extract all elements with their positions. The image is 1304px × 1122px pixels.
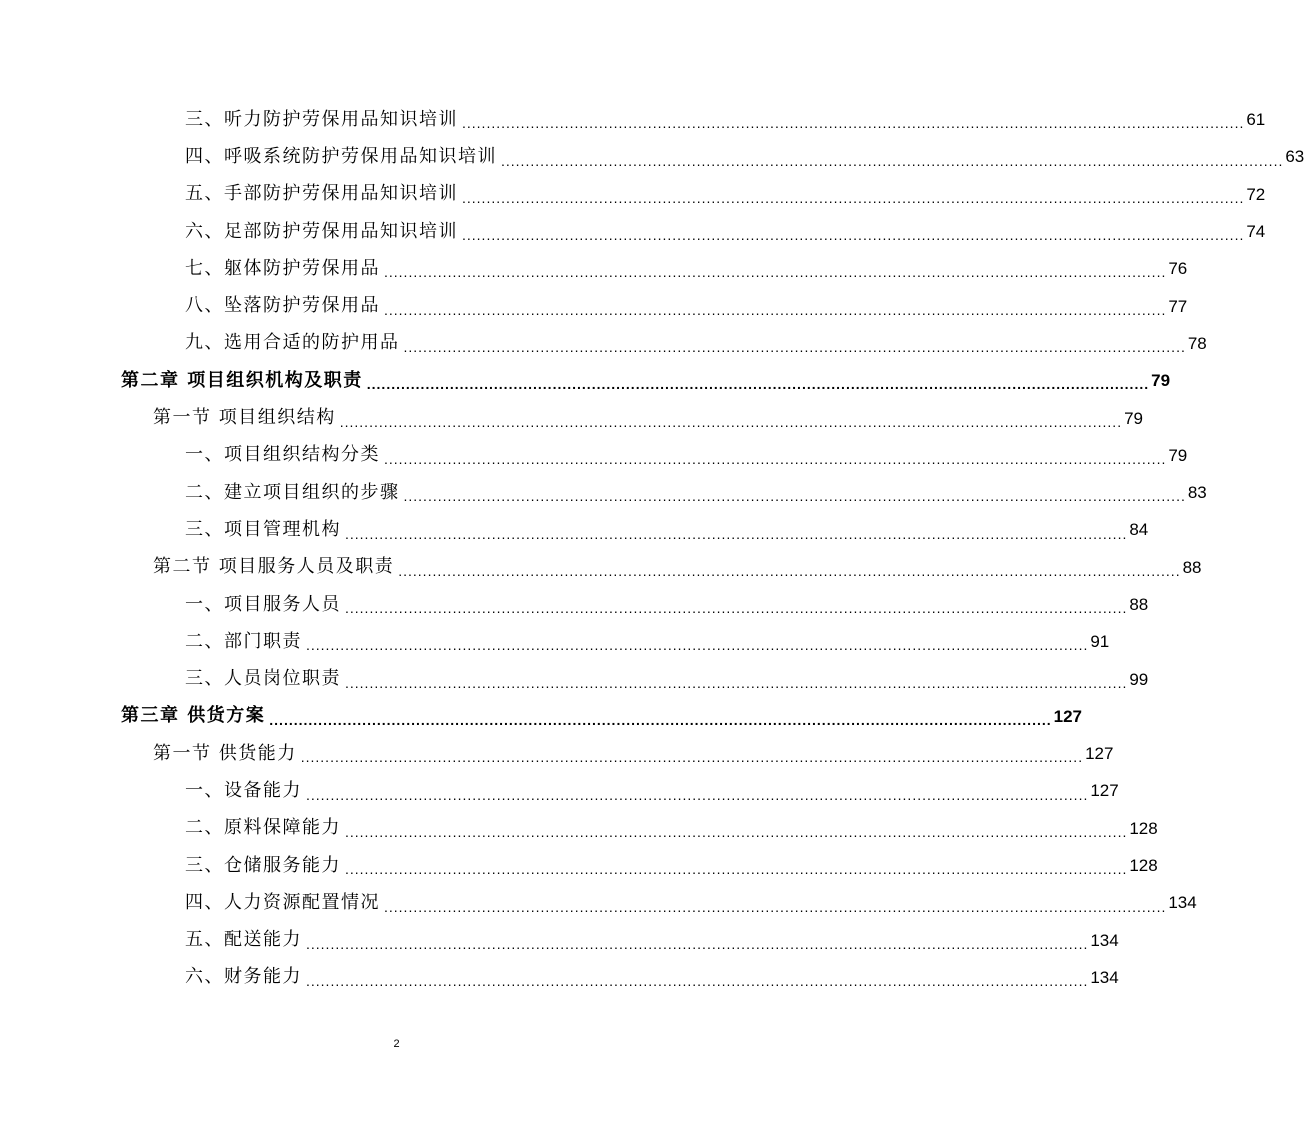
- toc-entry-page: 127: [1090, 781, 1119, 801]
- toc-dot-leader: ................................................................................................................................................................: [384, 301, 1167, 318]
- toc-item-entry[interactable]: [0, 138, 1304, 175]
- toc-dot-leader: ................................................................................................................................................................: [403, 339, 1186, 356]
- toc-item-entry[interactable]: [0, 250, 1188, 287]
- toc-dot-leader: ................................................................................................................................................................: [345, 525, 1128, 542]
- toc-entry-page: 84: [1129, 520, 1149, 540]
- toc-item-entry[interactable]: [0, 586, 1149, 623]
- toc-entry-label: 三、项目管理机构: [185, 518, 341, 540]
- toc-entry-page: 63: [1285, 147, 1304, 167]
- toc-entry-page: 127: [1053, 706, 1082, 726]
- toc-entry-label: 二、部门职责: [185, 630, 302, 652]
- toc-dot-leader: ................................................................................................................................................................: [366, 376, 1150, 393]
- toc-entry-label: 四、人力资源配置情况: [185, 891, 380, 913]
- toc-entry-page: 77: [1168, 296, 1188, 316]
- toc-item-entry[interactable]: [0, 847, 1158, 884]
- toc-item-entry[interactable]: [0, 810, 1158, 847]
- toc-dot-leader: ................................................................................................................................................................: [403, 488, 1186, 505]
- toc-entry-page: 79: [1151, 371, 1171, 391]
- toc-item-entry[interactable]: [0, 511, 1149, 548]
- toc-entry-label: 第一节 项目组织结构: [153, 407, 336, 429]
- toc-dot-leader: ................................................................................................................................................................: [306, 935, 1089, 952]
- toc-item-entry[interactable]: [0, 772, 1119, 809]
- toc-entry-label: 三、听力防护劳保用品知识培训: [185, 108, 458, 130]
- toc-dot-leader: ................................................................................................................................................................: [269, 712, 1052, 729]
- toc-entry-label: 五、手部防护劳保用品知识培训: [185, 183, 458, 205]
- toc-section-entry[interactable]: [0, 399, 1143, 436]
- toc-item-entry[interactable]: [0, 474, 1207, 511]
- toc-dot-leader: ................................................................................................................................................................: [345, 823, 1128, 840]
- toc-dot-leader: ................................................................................................................................................................: [384, 898, 1167, 915]
- toc-entry-page: 88: [1182, 557, 1202, 577]
- toc-dot-leader: ................................................................................................................................................................: [384, 264, 1167, 281]
- toc-entry-page: 79: [1124, 408, 1143, 428]
- toc-item-entry[interactable]: [0, 325, 1207, 362]
- toc-entry-page: 88: [1129, 595, 1149, 614]
- toc-entry-label: 四、呼吸系统防护劳保用品知识培训: [185, 145, 497, 167]
- toc-entry-page: 99: [1129, 669, 1149, 689]
- toc-entry-label: 第二章 项目组织机构及职责: [121, 369, 363, 391]
- toc-entry-label: 五、配送能力: [185, 929, 302, 951]
- toc-entry-label: 第三章 供货方案: [121, 705, 266, 727]
- page-number: 2: [393, 1038, 400, 1050]
- toc-entry-label: 一、项目服务人员: [185, 593, 341, 615]
- toc-entry-page: 128: [1129, 818, 1158, 838]
- toc-entry-page: 127: [1085, 744, 1114, 764]
- toc-dot-leader: ................................................................................................................................................................: [501, 152, 1284, 169]
- toc-entry-page: 134: [1090, 967, 1119, 987]
- toc-dot-leader: ................................................................................................................................................................: [462, 115, 1245, 132]
- toc-entry-label: 第二节 项目服务人员及职责: [153, 556, 395, 578]
- toc-entry-page: 128: [1129, 856, 1158, 876]
- toc-entry-label: 六、财务能力: [185, 966, 302, 988]
- toc-item-entry[interactable]: [0, 922, 1119, 959]
- toc-entry-page: 134: [1168, 893, 1197, 913]
- toc-entry-label: 二、原料保障能力: [185, 817, 341, 839]
- toc-entry-label: 六、足部防护劳保用品知识培训: [185, 220, 458, 242]
- toc-entry-label: 九、选用合适的防护用品: [185, 332, 400, 354]
- toc-dot-leader: ................................................................................................................................................................: [398, 562, 1181, 579]
- toc-dot-leader: ................................................................................................................................................................: [306, 786, 1089, 803]
- toc-entry-label: 第一节 供货能力: [153, 742, 297, 764]
- toc-dot-leader: ................................................................................................................................................................: [345, 861, 1128, 878]
- toc-section-entry[interactable]: [0, 549, 1202, 586]
- toc-entry-label: 二、建立项目组织的步骤: [185, 481, 400, 503]
- toc-dot-leader: ................................................................................................................................................................: [306, 973, 1089, 990]
- toc-dot-leader: ................................................................................................................................................................: [300, 749, 1084, 766]
- toc-chapter-entry[interactable]: [0, 362, 1171, 399]
- toc-dot-leader: ................................................................................................................................................................: [339, 413, 1123, 430]
- toc-entry-label: 三、人员岗位职责: [185, 668, 341, 690]
- toc-entry-page: 76: [1168, 259, 1188, 279]
- toc-item-entry[interactable]: [0, 959, 1119, 996]
- toc-item-entry[interactable]: [0, 660, 1149, 697]
- toc-item-entry[interactable]: [0, 287, 1188, 324]
- toc-dot-leader: ................................................................................................................................................................: [384, 450, 1167, 467]
- toc-dot-leader: ................................................................................................................................................................: [462, 189, 1245, 206]
- toc-dot-leader: ................................................................................................................................................................: [345, 600, 1128, 617]
- toc-dot-leader: ................................................................................................................................................................: [345, 674, 1128, 691]
- toc-entry-page: 134: [1090, 930, 1119, 950]
- toc-chapter-entry[interactable]: [0, 698, 1082, 735]
- toc-dot-leader: ................................................................................................................................................................: [306, 637, 1089, 654]
- toc-item-entry[interactable]: [0, 623, 1110, 660]
- toc-entry-page: 78: [1187, 333, 1207, 353]
- toc-item-entry[interactable]: [0, 176, 1266, 213]
- toc-entry-label: 八、坠落防护劳保用品: [185, 295, 380, 317]
- toc-item-entry[interactable]: [0, 884, 1197, 921]
- toc-entry-page: 74: [1246, 222, 1266, 242]
- table-of-contents: [0, 101, 1304, 996]
- toc-entry-page: 83: [1187, 483, 1207, 503]
- toc-item-entry[interactable]: [0, 213, 1266, 250]
- toc-entry-label: 七、躯体防护劳保用品: [185, 257, 380, 279]
- toc-entry-page: 72: [1246, 184, 1266, 204]
- toc-entry-page: 91: [1090, 632, 1110, 652]
- toc-entry-page: 61: [1246, 110, 1266, 130]
- toc-section-entry[interactable]: [0, 735, 1114, 772]
- toc-item-entry[interactable]: [0, 101, 1266, 138]
- toc-entry-page: 79: [1168, 445, 1188, 465]
- toc-item-entry[interactable]: [0, 437, 1188, 474]
- toc-entry-label: 一、项目组织结构分类: [185, 444, 380, 466]
- toc-entry-label: 三、仓储服务能力: [185, 854, 341, 876]
- toc-entry-label: 一、设备能力: [185, 779, 302, 801]
- toc-dot-leader: ................................................................................................................................................................: [462, 227, 1245, 244]
